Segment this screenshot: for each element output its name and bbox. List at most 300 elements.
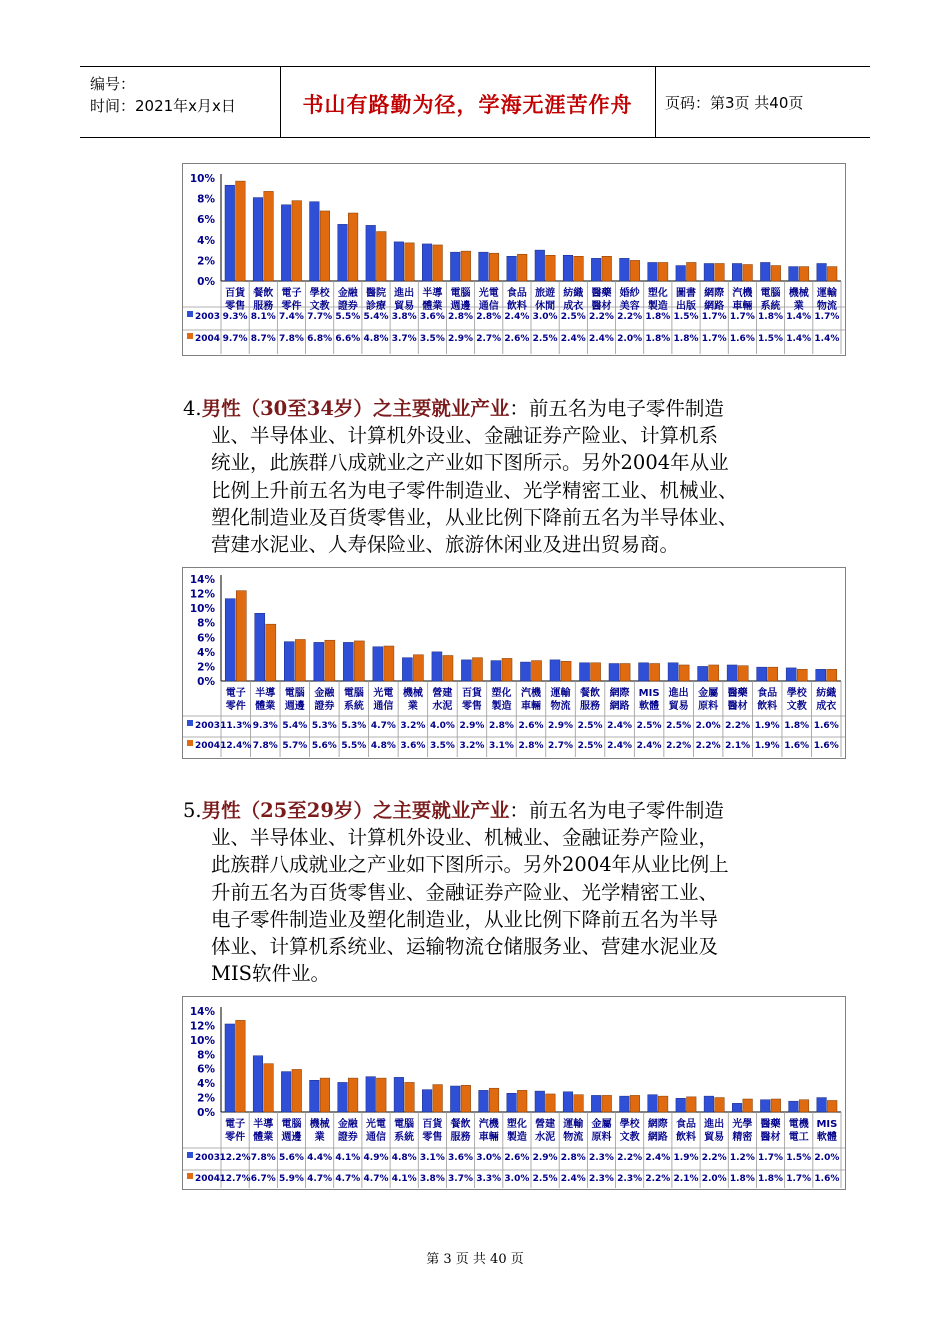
data-label-2003: 5.4%: [282, 721, 308, 731]
header-meta: [90, 73, 236, 117]
bar-2003: [591, 1095, 601, 1112]
category-label: 證券: [337, 301, 358, 312]
bar-2003: [338, 224, 348, 281]
bar-2004: [348, 213, 358, 281]
y-tick-label: 4%: [197, 234, 215, 247]
data-label-2004: 6.8%: [307, 334, 333, 344]
paragraph-line: 统业，此族群八成就业之产业如下图所示。另外2004年从业: [211, 451, 729, 475]
data-label-2004: 1.8%: [673, 334, 699, 344]
bar-2003: [648, 262, 658, 281]
bar-2003: [491, 661, 501, 681]
category-label: 文教: [619, 1132, 640, 1143]
section-4-paragraph: [183, 395, 823, 558]
data-label-2004: 2.0%: [617, 334, 643, 344]
category-label: 醫材: [591, 301, 612, 312]
bar-2003: [760, 1100, 770, 1112]
data-label-2003: 4.7%: [370, 721, 396, 731]
category-label: 貿易: [394, 301, 415, 312]
data-label-2003: 5.5%: [335, 312, 361, 322]
category-label: 通信: [478, 301, 499, 312]
bar-2004: [658, 1096, 668, 1112]
data-label-2004: 1.6%: [814, 1174, 840, 1184]
paragraph-line: MIS软件业。: [211, 962, 331, 986]
data-label-2004: 3.7%: [391, 334, 417, 344]
data-label-2004: 6.7%: [250, 1174, 276, 1184]
category-label: 成衣: [816, 701, 837, 712]
category-label: 原料: [698, 701, 719, 712]
bar-2004: [405, 243, 415, 281]
industry-chart-3: [182, 996, 846, 1190]
data-label-2004: 2.6%: [504, 334, 530, 344]
bar-2003: [507, 1093, 517, 1112]
category-label: 半導: [253, 1119, 274, 1130]
category-label: 網路: [609, 701, 630, 712]
data-label-2003: 4.0%: [429, 721, 455, 731]
bar-2004: [377, 1078, 387, 1112]
legend-swatch-2003: [187, 720, 193, 726]
legend-label-2003: 2003: [195, 1153, 221, 1163]
paragraph-line: 体业、计算机系统业、运输物流仓储服务业、营建水泥业及: [211, 935, 719, 959]
bar-2003: [253, 1056, 263, 1112]
data-label-2004: 3.6%: [400, 741, 426, 751]
data-label-2003: 1.2%: [729, 1153, 755, 1163]
data-label-2003: 12.2%: [219, 1153, 251, 1163]
bar-2004: [489, 1088, 499, 1112]
category-label: 電子: [225, 1119, 246, 1130]
bar-2003: [366, 225, 376, 281]
legend-swatch-2003: [187, 311, 193, 317]
data-label-2004: 1.5%: [758, 334, 784, 344]
bar-2003: [366, 1077, 376, 1112]
bar-2004: [517, 1090, 527, 1112]
y-tick-label: 6%: [197, 214, 215, 227]
bar-2003: [310, 202, 320, 281]
bar-2004: [292, 1069, 302, 1112]
bar-2003: [609, 664, 619, 681]
bar-2003: [343, 642, 353, 681]
bar-2003: [225, 599, 235, 681]
bar-2003: [620, 1096, 630, 1112]
data-label-2004: 2.1%: [725, 741, 751, 751]
heading-colon: ：: [509, 799, 529, 822]
category-label: 機械: [788, 288, 809, 299]
category-label: 系統: [760, 301, 781, 312]
category-label: 機械: [309, 1119, 330, 1130]
data-label-2004: 1.8%: [645, 334, 671, 344]
document-date: 时间：2021年x月x日: [90, 97, 236, 115]
chart-svg: [183, 997, 845, 1189]
bar-2004: [236, 1020, 246, 1112]
bar-2004: [433, 245, 443, 281]
data-label-2003: 3.1%: [419, 1153, 445, 1163]
bar-2004: [325, 640, 335, 681]
category-label: 運輸: [550, 688, 571, 699]
bar-2003: [394, 242, 404, 281]
category-label: 電腦: [284, 688, 305, 699]
data-label-2003: 2.5%: [666, 721, 692, 731]
data-label-2004: 4.7%: [307, 1174, 333, 1184]
bar-2004: [827, 267, 837, 281]
bar-2003: [520, 662, 530, 681]
data-label-2003: 2.9%: [548, 721, 574, 731]
category-label: 診療: [366, 301, 386, 312]
y-tick-label: 12%: [189, 588, 215, 601]
data-label-2003: 1.7%: [814, 312, 840, 322]
data-label-2003: 2.0%: [814, 1153, 840, 1163]
data-label-2003: 8.1%: [250, 312, 276, 322]
y-tick-label: 2%: [197, 255, 215, 268]
legend-label-2003: 2003: [195, 721, 221, 731]
bar-2003: [422, 244, 432, 281]
bar-2003: [591, 258, 601, 281]
category-label: 體業: [253, 1132, 274, 1143]
bar-2003: [535, 1091, 545, 1112]
industry-chart-2: [182, 567, 846, 759]
bar-2003: [225, 1024, 235, 1112]
y-tick-label: 4%: [197, 1078, 215, 1091]
bar-2003: [817, 263, 827, 281]
bar-2004: [658, 262, 668, 281]
category-label: 運輸: [563, 1119, 584, 1130]
bar-2004: [377, 232, 387, 281]
category-label: 網路: [647, 1132, 668, 1143]
page-footer: 第 3 页 共 40 页: [426, 1252, 524, 1267]
category-label: 半導: [422, 288, 443, 299]
bar-2003: [698, 666, 708, 681]
data-label-2003: 5.4%: [363, 312, 389, 322]
data-label-2003: 2.8%: [488, 721, 514, 731]
bar-2003: [620, 258, 630, 281]
category-label: 旅遊: [535, 288, 556, 299]
category-label: 汽機: [478, 1119, 499, 1130]
data-label-2003: 3.8%: [391, 312, 417, 322]
heading-colon: ：: [509, 397, 529, 420]
category-label: 週邊: [450, 301, 471, 312]
category-label: 醫材: [760, 1132, 781, 1143]
bar-2003: [676, 1098, 686, 1112]
category-label: 業: [407, 701, 418, 712]
category-label: 出版: [676, 301, 696, 312]
bar-2004: [827, 669, 837, 681]
data-label-2004: 12.4%: [220, 741, 252, 751]
data-label-2004: 3.8%: [419, 1174, 445, 1184]
bar-2003: [281, 1072, 291, 1112]
data-label-2003: 2.9%: [532, 1153, 558, 1163]
category-label: 餐飲: [450, 1119, 471, 1130]
category-label: 食品: [757, 688, 778, 699]
category-label: 車輛: [521, 701, 541, 712]
data-label-2004: 4.1%: [391, 1174, 417, 1184]
bar-2004: [461, 1085, 471, 1112]
paragraph-line: 升前五名为百货零售业、金融证券产险业、光学精密工业、: [211, 880, 719, 904]
y-tick-label: 0%: [197, 276, 215, 288]
bar-2003: [314, 642, 324, 681]
category-label: 塑化: [647, 288, 668, 299]
data-label-2003: 1.5%: [786, 1153, 812, 1163]
bar-2004: [799, 267, 809, 281]
bar-2004: [715, 1098, 725, 1112]
bar-2004: [709, 665, 719, 681]
category-label: 金融: [337, 288, 358, 299]
data-label-2003: 4.4%: [307, 1153, 333, 1163]
bar-2004: [687, 1097, 697, 1112]
header-divider: [655, 67, 656, 137]
category-label: 電機: [788, 1119, 809, 1130]
data-label-2004: 9.7%: [222, 334, 248, 344]
category-label: 通信: [366, 1132, 386, 1143]
document-number-label: 编号：: [90, 75, 136, 93]
bar-2003: [563, 1092, 573, 1112]
section-heading: 男性（25至29岁）之主要就业产业: [201, 799, 510, 822]
bar-2004: [743, 1099, 753, 1112]
bar-2004: [384, 646, 394, 681]
bar-2003: [563, 255, 573, 281]
data-label-2003: 2.8%: [476, 312, 502, 322]
category-label: 塑化: [491, 688, 512, 699]
category-label: 醫藥: [727, 688, 748, 699]
category-label: 醫院: [366, 288, 386, 299]
header-motto: 书山有路勤为径，学海无涯苦作舟: [302, 93, 633, 117]
data-label-2003: 1.6%: [813, 721, 839, 731]
category-label: 物流: [550, 701, 571, 712]
category-label: 服務: [450, 1132, 471, 1143]
data-label-2004: 1.7%: [786, 1174, 812, 1184]
data-label-2003: 5.6%: [278, 1153, 304, 1163]
bar-2004: [574, 1095, 584, 1112]
bar-2003: [704, 263, 714, 281]
category-label: 網際: [704, 288, 725, 299]
bar-2003: [550, 660, 560, 681]
section-number: 5.: [183, 799, 202, 822]
category-label: 汽機: [732, 288, 753, 299]
data-label-2003: 1.5%: [673, 312, 699, 322]
y-tick-label: 8%: [197, 1049, 215, 1062]
data-label-2003: 1.9%: [754, 721, 780, 731]
data-label-2004: 4.8%: [370, 741, 396, 751]
category-label: 系統: [343, 701, 364, 712]
category-label: 紡織: [816, 688, 837, 699]
category-label: 網際: [609, 688, 630, 699]
category-label: 飲料: [676, 1132, 696, 1143]
legend-swatch-2004: [187, 1173, 193, 1179]
bar-2004: [771, 266, 781, 281]
bar-2003: [535, 250, 545, 281]
bar-2004: [602, 256, 612, 281]
bar-2004: [489, 253, 499, 281]
bar-2004: [502, 658, 512, 681]
bar-2004: [591, 663, 601, 681]
category-label: 飲料: [757, 701, 778, 712]
category-label: 電腦: [281, 1119, 302, 1130]
paragraph-line: 业、半导体业、计算机外设业、金融证券产险业、计算机系: [211, 424, 719, 448]
industry-chart-1: [182, 163, 846, 356]
y-tick-label: 8%: [197, 617, 215, 630]
y-tick-label: 8%: [197, 193, 215, 206]
category-label: 服務: [253, 301, 274, 312]
category-label: 體業: [422, 301, 443, 312]
data-label-2003: 3.2%: [400, 721, 426, 731]
y-tick-label: 4%: [197, 646, 215, 659]
y-tick-label: 2%: [197, 661, 215, 674]
bar-2004: [517, 254, 527, 281]
data-label-2004: 2.4%: [560, 1174, 586, 1184]
category-label: 文教: [309, 301, 330, 312]
category-label: 證券: [337, 1132, 358, 1143]
bar-2003: [580, 663, 590, 681]
header-divider: [280, 67, 281, 137]
bar-2004: [348, 1078, 358, 1112]
category-label: 塑化: [506, 1119, 527, 1130]
data-label-2004: 2.2%: [645, 1174, 671, 1184]
data-label-2003: 9.3%: [222, 312, 248, 322]
category-label: MIS: [816, 1119, 838, 1130]
data-label-2004: 2.3%: [617, 1174, 643, 1184]
data-label-2003: 4.9%: [363, 1153, 389, 1163]
bar-2004: [292, 201, 302, 281]
paragraph-line: 营建水泥业、人寿保险业、旅游休闲业及进出贸易商。: [211, 533, 680, 557]
data-label-2004: 3.2%: [459, 741, 485, 751]
data-label-2004: 1.4%: [814, 334, 840, 344]
bar-2004: [738, 666, 748, 681]
bar-2003: [732, 1103, 742, 1112]
category-label: 服務: [580, 701, 601, 712]
bar-2004: [771, 1099, 781, 1112]
category-label: 成衣: [563, 301, 584, 312]
y-tick-label: 2%: [197, 1092, 215, 1105]
data-label-2004: 4.8%: [363, 334, 389, 344]
bar-2004: [687, 262, 697, 281]
legend-swatch-2004: [187, 740, 193, 746]
data-label-2003: 2.2%: [701, 1153, 727, 1163]
data-label-2003: 2.3%: [588, 1153, 614, 1163]
category-label: 週邊: [284, 701, 305, 712]
data-label-2003: 11.3%: [220, 721, 252, 731]
bar-2004: [574, 256, 584, 281]
data-label-2004: 2.5%: [532, 334, 558, 344]
category-label: 製造: [491, 701, 512, 712]
data-label-2003: 2.0%: [695, 721, 721, 731]
category-label: 光電: [366, 1119, 386, 1130]
y-tick-label: 0%: [197, 1107, 215, 1119]
category-label: 業: [793, 301, 804, 312]
category-label: MIS: [638, 688, 660, 699]
category-label: 光電: [478, 288, 499, 299]
category-label: 製造: [647, 301, 668, 312]
bar-2004: [768, 667, 778, 681]
bar-2003: [732, 263, 742, 281]
data-label-2004: 2.4%: [560, 334, 586, 344]
bar-2004: [797, 669, 807, 681]
category-label: 紡織: [563, 288, 584, 299]
category-label: 餐飲: [253, 288, 274, 299]
category-label: 貿易: [668, 701, 689, 712]
data-label-2003: 9.3%: [252, 721, 278, 731]
category-label: 學校: [786, 688, 807, 699]
data-label-2003: 2.9%: [459, 721, 485, 731]
category-label: 美容: [619, 301, 640, 312]
paragraph-line: 前五名为电子零件制造: [528, 397, 724, 420]
category-label: 電腦: [343, 688, 364, 699]
bar-2004: [620, 664, 630, 681]
data-label-2004: 2.2%: [695, 741, 721, 751]
bar-2003: [402, 658, 412, 681]
data-label-2003: 1.8%: [758, 312, 784, 322]
page-header: [80, 66, 870, 138]
bar-2003: [253, 198, 263, 281]
y-tick-label: 12%: [189, 1020, 215, 1033]
bar-2004: [433, 1085, 443, 1112]
data-label-2004: 1.9%: [754, 741, 780, 751]
category-label: 業: [314, 1132, 325, 1143]
data-label-2004: 5.9%: [278, 1174, 304, 1184]
bar-2003: [760, 262, 770, 281]
data-label-2004: 2.5%: [532, 1174, 558, 1184]
data-label-2003: 1.8%: [784, 721, 810, 731]
bar-2003: [786, 668, 796, 681]
bar-2003: [668, 663, 678, 681]
category-label: 運輸: [816, 288, 837, 299]
category-label: 軟體: [639, 701, 660, 712]
y-tick-label: 6%: [197, 1063, 215, 1076]
data-label-2003: 1.7%: [758, 1153, 784, 1163]
legend-label-2004: 2004: [195, 334, 221, 344]
bar-2004: [461, 251, 471, 281]
data-label-2003: 7.7%: [307, 312, 333, 322]
data-label-2004: 2.4%: [636, 741, 662, 751]
bar-2003: [676, 266, 686, 281]
bar-2003: [479, 1090, 489, 1112]
category-label: 金融: [314, 688, 335, 699]
data-label-2003: 2.4%: [607, 721, 633, 731]
bar-2004: [532, 661, 542, 681]
data-label-2003: 5.3%: [311, 721, 337, 731]
bar-2004: [295, 639, 305, 681]
data-label-2003: 2.2%: [725, 721, 751, 731]
category-label: 光學: [732, 1119, 753, 1130]
category-label: 百貨: [461, 688, 482, 699]
data-label-2004: 2.5%: [577, 741, 603, 751]
category-label: 零件: [281, 301, 302, 312]
bar-2003: [255, 613, 265, 681]
paragraph-line: 前五名为电子零件制造: [528, 799, 724, 822]
section-5-paragraph: [183, 797, 823, 987]
bar-2003: [310, 1080, 320, 1112]
bar-2004: [715, 263, 725, 281]
data-label-2003: 2.5%: [577, 721, 603, 731]
bar-2003: [639, 663, 649, 681]
bar-2003: [450, 1086, 460, 1112]
data-label-2004: 2.9%: [448, 334, 474, 344]
data-label-2004: 2.4%: [607, 741, 633, 751]
category-label: 電腦: [760, 288, 781, 299]
category-label: 零件: [225, 701, 246, 712]
category-label: 進出: [704, 1119, 725, 1130]
y-tick-label: 14%: [189, 1006, 215, 1018]
bar-2004: [405, 1082, 415, 1112]
bar-2004: [264, 191, 274, 281]
category-label: 軟體: [816, 1132, 837, 1143]
data-label-2004: 3.5%: [419, 334, 445, 344]
category-label: 週邊: [281, 1132, 302, 1143]
data-label-2004: 5.6%: [311, 741, 337, 751]
bar-2004: [264, 1064, 274, 1112]
data-label-2003: 3.6%: [419, 312, 445, 322]
category-label: 半導: [255, 688, 276, 699]
y-tick-label: 10%: [189, 173, 215, 185]
category-label: 百貨: [422, 1119, 443, 1130]
data-label-2004: 1.6%: [729, 334, 755, 344]
y-tick-label: 0%: [197, 676, 215, 688]
